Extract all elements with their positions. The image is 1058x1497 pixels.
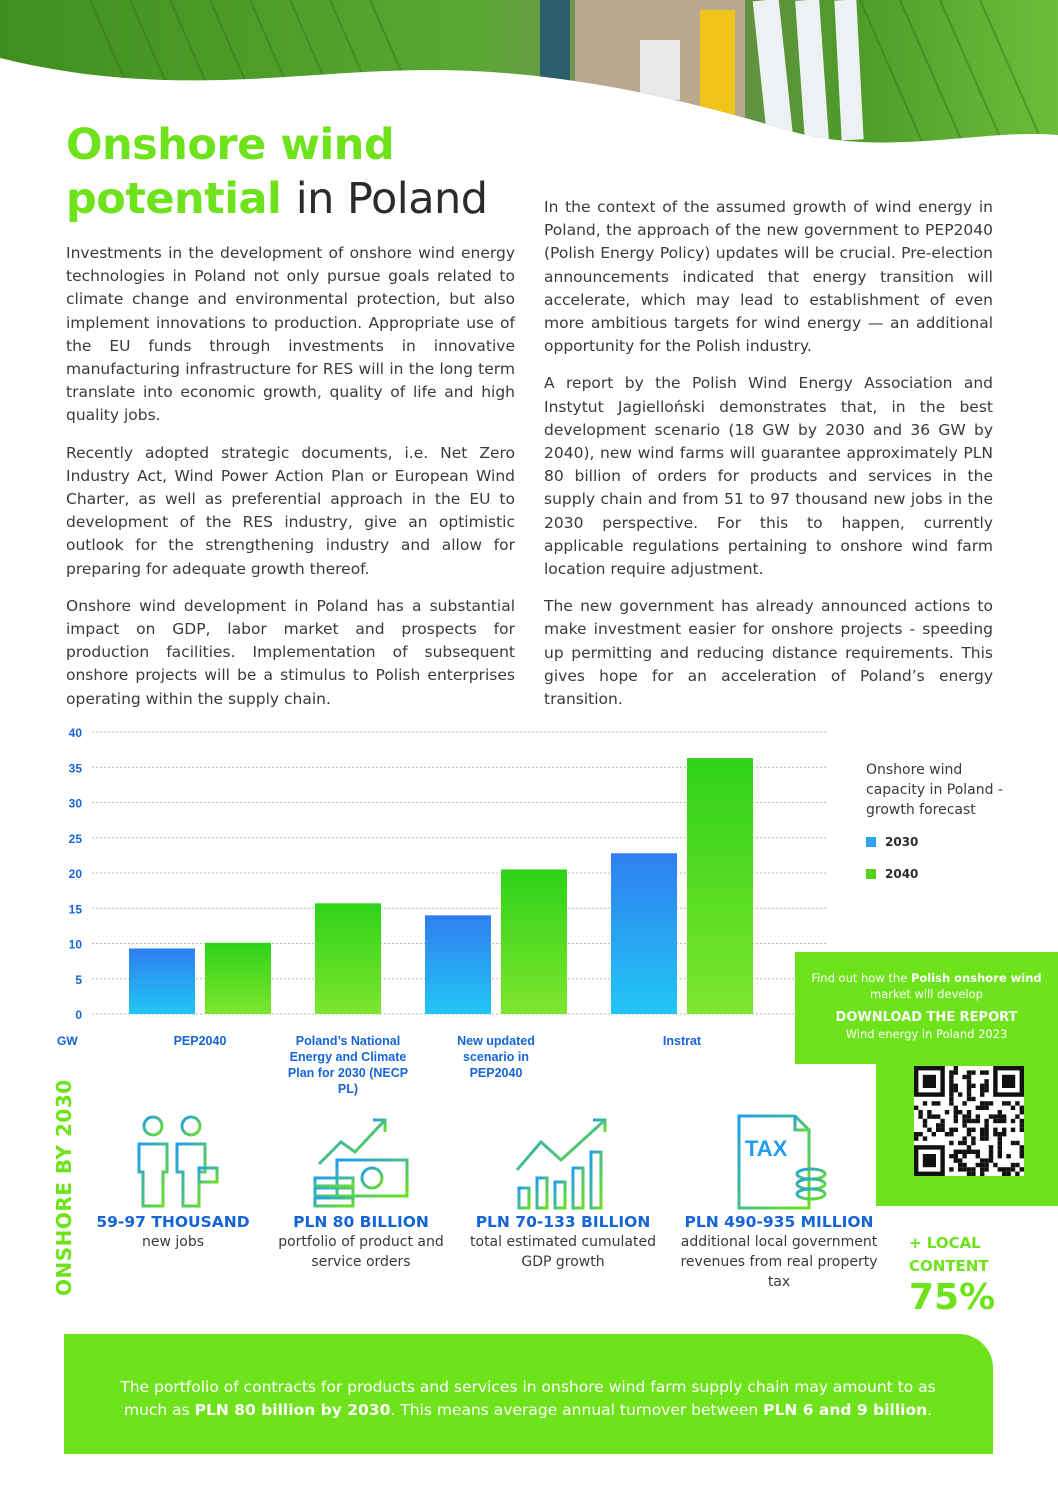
right-text-column	[544, 196, 993, 725]
bar-2030	[425, 915, 491, 1014]
paragraph: In the context of the assumed growth of wind energy in Poland, the approach of the new government to PEP2040 (Polish Energy Policy) updates will be crucial. Pre-election announcements indicated that energy transition will accelerate, which may lead to establishment of even more ambitious targets for wind energy — an additional opportunity for the Polish industry.	[544, 198, 993, 356]
legend-swatch-2030	[866, 837, 876, 847]
summary-banner	[64, 1334, 993, 1454]
legend-item-2040	[866, 864, 1016, 884]
paragraph: Investments in the development of onshore wind energy technologies in Poland not only pursue goals related to climate change and environmental protection, but also implement innovations to production. Appropriate use of the EU funds through investments in innovative manufacturing infrastructure for RES will in the long term translate into economic growth, quality of life and high quality jobs.	[66, 244, 515, 425]
people-icon	[123, 1112, 223, 1212]
y-tick-label: 35	[68, 761, 82, 776]
report-teaser-highlight: Polish onshore wind	[910, 971, 1042, 985]
title-rest: in Poland	[295, 174, 488, 224]
stat-description: new jobs	[141, 1234, 205, 1250]
category-label: Poland’s National Energy and Climate Plan for 2030 (NECP PL)	[287, 1034, 409, 1096]
legend-swatch-2040	[866, 869, 876, 879]
stat-gdp	[468, 1112, 658, 1272]
download-report-link[interactable]: DOWNLOAD THE REPORT	[835, 1010, 1018, 1025]
legend-item-2030	[866, 832, 1016, 852]
y-tick-label: 10	[68, 937, 82, 952]
stat-tax	[676, 1112, 882, 1292]
legend-label: 2030	[885, 835, 919, 849]
stat-jobs	[92, 1112, 254, 1252]
bar-2040	[501, 869, 567, 1014]
y-tick-label: 30	[68, 796, 82, 811]
bar-growth-icon	[513, 1112, 613, 1212]
page-title	[66, 118, 488, 226]
bar-2040	[205, 943, 271, 1014]
stat-value: PLN 70-133 BILLION	[475, 1213, 651, 1231]
stat-description: additional local government revenues from real property tax	[680, 1234, 878, 1290]
stat-description: portfolio of product and service orders	[278, 1234, 444, 1270]
banner-text-part: The portfolio of contracts for products and services in onshore wind farm supply chain may amount to as much as	[120, 1378, 936, 1419]
banner-text-part: .	[927, 1401, 933, 1419]
y-tick-label: 5	[75, 972, 82, 987]
report-teaser	[795, 970, 1058, 1002]
stat-value: 59-97 THOUSAND	[96, 1213, 250, 1231]
local-content-stat	[909, 1232, 1009, 1318]
paragraph: Onshore wind development in Poland has a substantial impact on GDP, labor market and prospects for production facilities. Implementation of subsequent onshore projects will be a stimulus to Polish enterprises operating within the supply chain.	[66, 596, 515, 708]
bar-2040	[315, 903, 381, 1014]
stat-value: PLN 490-935 MILLION	[684, 1213, 874, 1231]
y-tick-label: 15	[68, 902, 82, 917]
bar-2030	[129, 948, 195, 1014]
report-title: Wind energy in Poland 2023	[845, 1027, 1008, 1041]
title-highlight-line2: potential	[66, 174, 282, 224]
stat-orders	[270, 1112, 452, 1272]
y-tick-label: 25	[68, 831, 82, 846]
side-label: ONSHORE BY 2030	[52, 1079, 76, 1296]
category-label: PEP2040	[173, 1034, 227, 1048]
category-label: New updated scenario in PEP2040	[457, 1034, 535, 1080]
svg-text:TAX: TAX	[745, 1136, 788, 1161]
local-content-value: 75%	[909, 1277, 996, 1318]
paragraph: Recently adopted strategic documents, i.e. Net Zero Industry Act, Wind Power Action Plan or European Wind Charter, as well as preferential approach in the EU to development of the RES industry, give an optimistic outlook for the strengthening industry and allow for preparing for adequate growth thereof.	[66, 443, 515, 578]
y-tick-label: 0	[75, 1008, 82, 1022]
capacity-bar-chart	[0, 700, 840, 1100]
download-report-panel[interactable]	[795, 952, 1058, 1064]
tax-icon	[729, 1112, 829, 1212]
banner-text	[118, 1376, 938, 1422]
report-teaser-text: Find out how the	[811, 971, 911, 985]
bar-2030	[611, 853, 677, 1014]
y-axis-label: GW	[57, 1034, 78, 1048]
legend-label: 2040	[885, 867, 919, 881]
y-tick-label: 20	[68, 867, 82, 881]
y-tick-label: 40	[68, 726, 82, 740]
chart-title: Onshore wind capacity in Poland - growth forecast	[866, 762, 1004, 818]
category-label: Instrat	[662, 1034, 702, 1048]
paragraph: The new government has already announced actions to make investment easier for onshore projects - speeding up permitting and reducing distance requirements. This gives hope for an acceleration of Poland’s energy transition.	[544, 597, 993, 709]
left-text-column	[66, 242, 515, 725]
banner-highlight: PLN 80 billion by 2030	[194, 1401, 391, 1419]
stat-value: PLN 80 BILLION	[293, 1213, 429, 1231]
chart-legend	[866, 760, 1016, 884]
bar-2040	[687, 758, 753, 1014]
local-content-label: + LOCAL CONTENT	[909, 1234, 989, 1275]
banner-highlight: PLN 6 and 9 billion	[763, 1401, 928, 1419]
qr-code-icon[interactable]	[914, 1066, 1024, 1176]
banner-text-part: . This means average annual turnover between	[390, 1401, 764, 1419]
stat-description: total estimated cumulated GDP growth	[470, 1234, 656, 1270]
report-teaser-text: market will develop	[870, 987, 983, 1001]
money-growth-icon	[311, 1112, 411, 1212]
title-highlight-line1: Onshore wind	[66, 120, 395, 170]
paragraph: A report by the Polish Wind Energy Association and Instytut Jagielloński demonstrates that, in the best development scenario (18 GW by 2030 and 36 GW by 2040), new wind farms will guarantee approximately PLN 80 billion of orders for products and services in the supply chain and from 51 to 97 thousand new jobs in the 2030 perspective. For this to happen, currently applicable regulations pertaining to onshore wind farm location require adjustment.	[544, 374, 993, 579]
